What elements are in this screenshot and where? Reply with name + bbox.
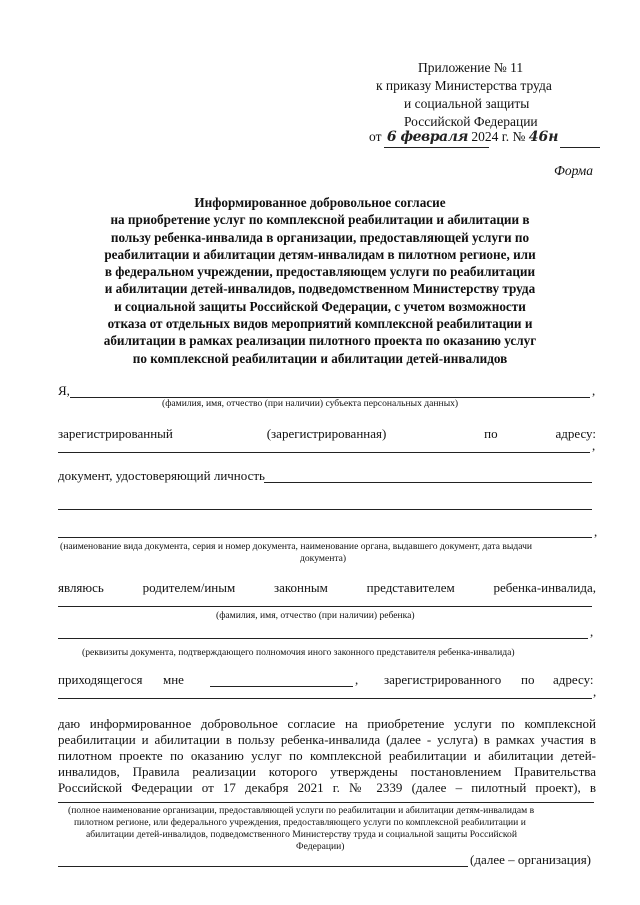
caption-org-line: (полное наименование организации, предоставляющей услуги по реабилитации и абилитации детям-инвалидам в: [68, 805, 535, 816]
title-line: отказа от отдельных видов мероприятий комплексной реабилитации и: [107, 316, 533, 332]
parent-word: представителем: [366, 580, 455, 595]
relation-field[interactable]: [210, 686, 353, 687]
relative-address-field[interactable]: [58, 698, 592, 699]
title-line: Информированное добровольное согласие: [194, 195, 446, 210]
title-line: абилитации в рамках реализации пилотного проекта по оказанию услуг: [103, 333, 537, 349]
relative-word: адресу:: [553, 672, 594, 687]
relative-word: по: [521, 672, 535, 687]
registered-row: [58, 426, 596, 442]
date-underline: [384, 147, 489, 148]
consent-line: Российской Федерации от 17 декабря 2021 г. № 2339 (далее – пилотный проект), в: [58, 780, 596, 795]
parent-word: законным: [273, 580, 328, 595]
title-line: реабилитации и абилитации детям-инвалидам в пилотном регионе, или: [104, 246, 536, 262]
consent-line: реабилитации и абилитации в пользу ребенка-инвалида (далее - услуга) в рамках участия в: [58, 732, 596, 747]
date-prefix: от: [369, 129, 382, 144]
consent-line: инвалидов, Правила реализации которого утверждены постановлением Правительства: [58, 764, 596, 779]
order-line: к приказу Министерства труда: [376, 78, 552, 93]
registered-word: адресу:: [555, 426, 596, 441]
caption-child-name: (фамилия, имя, отчество (при наличии) ребенка): [216, 610, 415, 621]
document-label: документ, удостоверяющий личность: [58, 468, 265, 483]
parent-word: ребенка-инвалида,: [493, 580, 596, 595]
consent-line: пилотном проекте по оказанию услуг по комплексной реабилитации и абилитации детей-: [58, 748, 596, 763]
caption-org-line: пилотном регионе, или федерального учреждения, предоставляющего услуги по комплексной реабилитации и: [74, 817, 526, 828]
order-date-row: [369, 129, 558, 145]
title-line: и социальной защиты Российской Федерации, с учетом возможности: [114, 298, 526, 314]
child-name-field[interactable]: [58, 606, 592, 607]
document-field[interactable]: [264, 482, 592, 483]
title-line: по комплексной реабилитации и абилитации детей-инвалидов: [132, 350, 508, 366]
relative-word: мне: [163, 672, 184, 687]
caption-org-line: абилитации детей-инвалидов, подведомственного Министерству труда и социальной защиты Российской: [86, 829, 517, 840]
federation-line: Российской Федерации: [404, 114, 538, 129]
rep-doc-field[interactable]: [58, 638, 588, 639]
title-line: на приобретение услуг по комплексной реабилитации и абилитации в: [110, 212, 530, 228]
organization-suffix: (далее – организация): [470, 852, 591, 867]
appendix-number: Приложение № 11: [418, 60, 524, 75]
parent-word: родителем/иным: [142, 580, 236, 595]
consent-line: даю информированное добровольное согласие на приобретение услуги по комплексной: [58, 716, 596, 731]
caption-document-cont: документа): [300, 553, 347, 564]
handwritten-number: 46н: [528, 129, 559, 145]
relation-comma: ,: [355, 672, 359, 687]
handwritten-date: 6 февраля: [386, 129, 468, 145]
caption-org-line: Федерации): [296, 841, 345, 852]
registered-word: по: [484, 426, 498, 441]
address-field[interactable]: [58, 452, 590, 453]
ministry-line: и социальной защиты: [404, 96, 530, 111]
registered-word: зарегистрированный: [58, 426, 173, 441]
form-label: Форма: [554, 163, 594, 178]
document-comma: ,: [594, 524, 598, 539]
parent-word: являюсь: [58, 580, 104, 595]
rep-doc-comma: ,: [590, 624, 594, 639]
ya-comma: ,: [592, 383, 596, 398]
relative-word: зарегистрированного: [384, 672, 502, 687]
title-line: в федеральном учреждении, предоставляющем услуги по реабилитации: [104, 264, 536, 280]
registered-word: (зарегистрированная): [266, 426, 387, 441]
title-line: пользу ребенка-инвалида в организации, предоставляющей услуги по: [110, 229, 530, 245]
relative-address-comma: ,: [593, 684, 597, 699]
title-line: и абилитации детей-инвалидов, подведомственном Министерству труда: [104, 281, 536, 297]
organization-field[interactable]: [58, 802, 594, 803]
document-field-line-2[interactable]: [58, 509, 592, 510]
parent-row: [58, 580, 596, 596]
date-year: 2024 г. №: [471, 129, 526, 144]
caption-rep-doc: (реквизиты документа, подтверждающего полномочия иного законного представителя ребенка-инвалида): [82, 647, 515, 658]
caption-document: (наименование вида документа, серия и номер документа, наименование органа, выдавшего документ, дата выдачи: [60, 541, 533, 552]
caption-subject-name: (фамилия, имя, отчество (при наличии) субъекта персональных данных): [162, 398, 459, 409]
number-underline: [560, 147, 600, 148]
document-field-line-3[interactable]: [58, 537, 592, 538]
relative-word: приходящегося: [58, 672, 143, 687]
organization-field-line-2[interactable]: [58, 866, 468, 867]
ya-label: Я,: [58, 383, 70, 398]
document-title: [30, 194, 610, 367]
address-comma: ,: [592, 438, 596, 453]
